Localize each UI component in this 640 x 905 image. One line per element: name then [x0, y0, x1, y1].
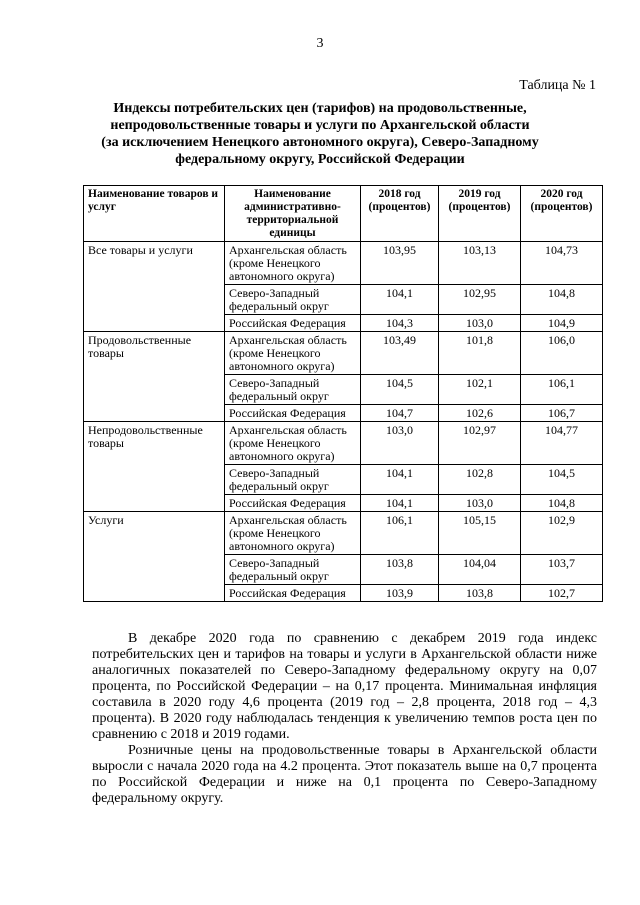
category-cell: Продовольственные товары	[84, 332, 225, 422]
table-row	[84, 512, 603, 555]
value-2019: 102,1	[439, 375, 521, 405]
value-2019: 101,8	[439, 332, 521, 375]
value-2019: 102,8	[439, 465, 521, 495]
value-2018: 104,1	[361, 285, 439, 315]
value-2018: 103,0	[361, 422, 439, 465]
table-row	[84, 422, 603, 465]
value-2018: 103,49	[361, 332, 439, 375]
region-cell: Российская Федерация	[225, 315, 361, 332]
region-cell: Северо-Западный федеральный округ	[225, 465, 361, 495]
value-2020: 102,9	[521, 512, 603, 555]
value-2020: 104,9	[521, 315, 603, 332]
value-2018: 104,1	[361, 495, 439, 512]
region-cell: Российская Федерация	[225, 405, 361, 422]
title-line: федеральному округу, Российской Федерации	[175, 152, 465, 167]
region-cell: Российская Федерация	[225, 495, 361, 512]
header-2018: 2018 год (процентов)	[361, 186, 439, 242]
value-2020: 104,77	[521, 422, 603, 465]
region-cell: Северо-Западный федеральный округ	[225, 555, 361, 585]
value-2020: 104,73	[521, 242, 603, 285]
value-2020: 104,5	[521, 465, 603, 495]
value-2020: 104,8	[521, 285, 603, 315]
document-title	[70, 100, 570, 168]
value-2019: 103,0	[439, 315, 521, 332]
value-2019: 103,13	[439, 242, 521, 285]
value-2019: 102,6	[439, 405, 521, 422]
title-line: непродовольственные товары и услуги по Архангельской области	[110, 118, 530, 133]
table-header-row	[84, 186, 603, 242]
value-2018: 103,95	[361, 242, 439, 285]
header-region: Наименование административно-территориальной единицы	[225, 186, 361, 242]
value-2018: 103,8	[361, 555, 439, 585]
table-row	[84, 332, 603, 375]
header-category: Наименование товаров и услуг	[84, 186, 225, 242]
value-2020: 106,0	[521, 332, 603, 375]
cpi-table	[83, 185, 603, 602]
value-2019: 102,95	[439, 285, 521, 315]
title-line: Индексы потребительских цен (тарифов) на продовольственные,	[113, 101, 527, 116]
value-2020: 106,1	[521, 375, 603, 405]
value-2020: 106,7	[521, 405, 603, 422]
header-2020: 2020 год (процентов)	[521, 186, 603, 242]
region-cell: Северо-Западный федеральный округ	[225, 285, 361, 315]
value-2019: 102,97	[439, 422, 521, 465]
region-cell: Архангельская область (кроме Ненецкого автономного округа)	[225, 332, 361, 375]
table-label: Таблица № 1	[519, 78, 596, 93]
region-cell: Архангельская область (кроме Ненецкого автономного округа)	[225, 512, 361, 555]
value-2018: 103,9	[361, 585, 439, 602]
value-2019: 105,15	[439, 512, 521, 555]
page-number: 3	[316, 36, 324, 51]
region-cell: Архангельская область (кроме Ненецкого автономного округа)	[225, 242, 361, 285]
value-2019: 103,0	[439, 495, 521, 512]
category-cell: Непродовольственные товары	[84, 422, 225, 512]
value-2018: 106,1	[361, 512, 439, 555]
value-2019: 103,8	[439, 585, 521, 602]
value-2019: 104,04	[439, 555, 521, 585]
table-row	[84, 242, 603, 285]
region-cell: Архангельская область (кроме Ненецкого автономного округа)	[225, 422, 361, 465]
value-2020: 103,7	[521, 555, 603, 585]
body-text	[92, 631, 597, 807]
paragraph: Розничные цены на продовольственные товары в Архангельской области выросли с начала 2020 года на 4.2 процента. Этот показатель выше на 0,7 процента по Российской Федерации и ниже на 0,1 процента по Северо-Западному федеральному округу.	[92, 743, 597, 806]
value-2018: 104,7	[361, 405, 439, 422]
category-cell: Все товары и услуги	[84, 242, 225, 332]
region-cell: Северо-Западный федеральный округ	[225, 375, 361, 405]
value-2018: 104,5	[361, 375, 439, 405]
value-2018: 104,3	[361, 315, 439, 332]
category-cell: Услуги	[84, 512, 225, 602]
value-2020: 104,8	[521, 495, 603, 512]
header-2019: 2019 год (процентов)	[439, 186, 521, 242]
value-2020: 102,7	[521, 585, 603, 602]
paragraph: В декабре 2020 года по сравнению с декабрем 2019 года индекс потребительских цен и тарифов на товары и услуги в Архангельской области ниже аналогичных показателей по Северо-Западному федеральному округу на 0,07 процента, по Российской Федерации – на 0,17 процента. Минимальная инфляция составила в 2020 году 4,6 процента (2019 год – 2,8 процента, 2018 год – 4,3 процента). В 2020 году наблюдалась тенденция к увеличению темпов роста цен по сравнению с 2018 и 2019 годами.	[92, 631, 597, 742]
title-line: (за исключением Ненецкого автономного округа), Северо-Западному	[101, 135, 539, 150]
value-2018: 104,1	[361, 465, 439, 495]
region-cell: Российская Федерация	[225, 585, 361, 602]
